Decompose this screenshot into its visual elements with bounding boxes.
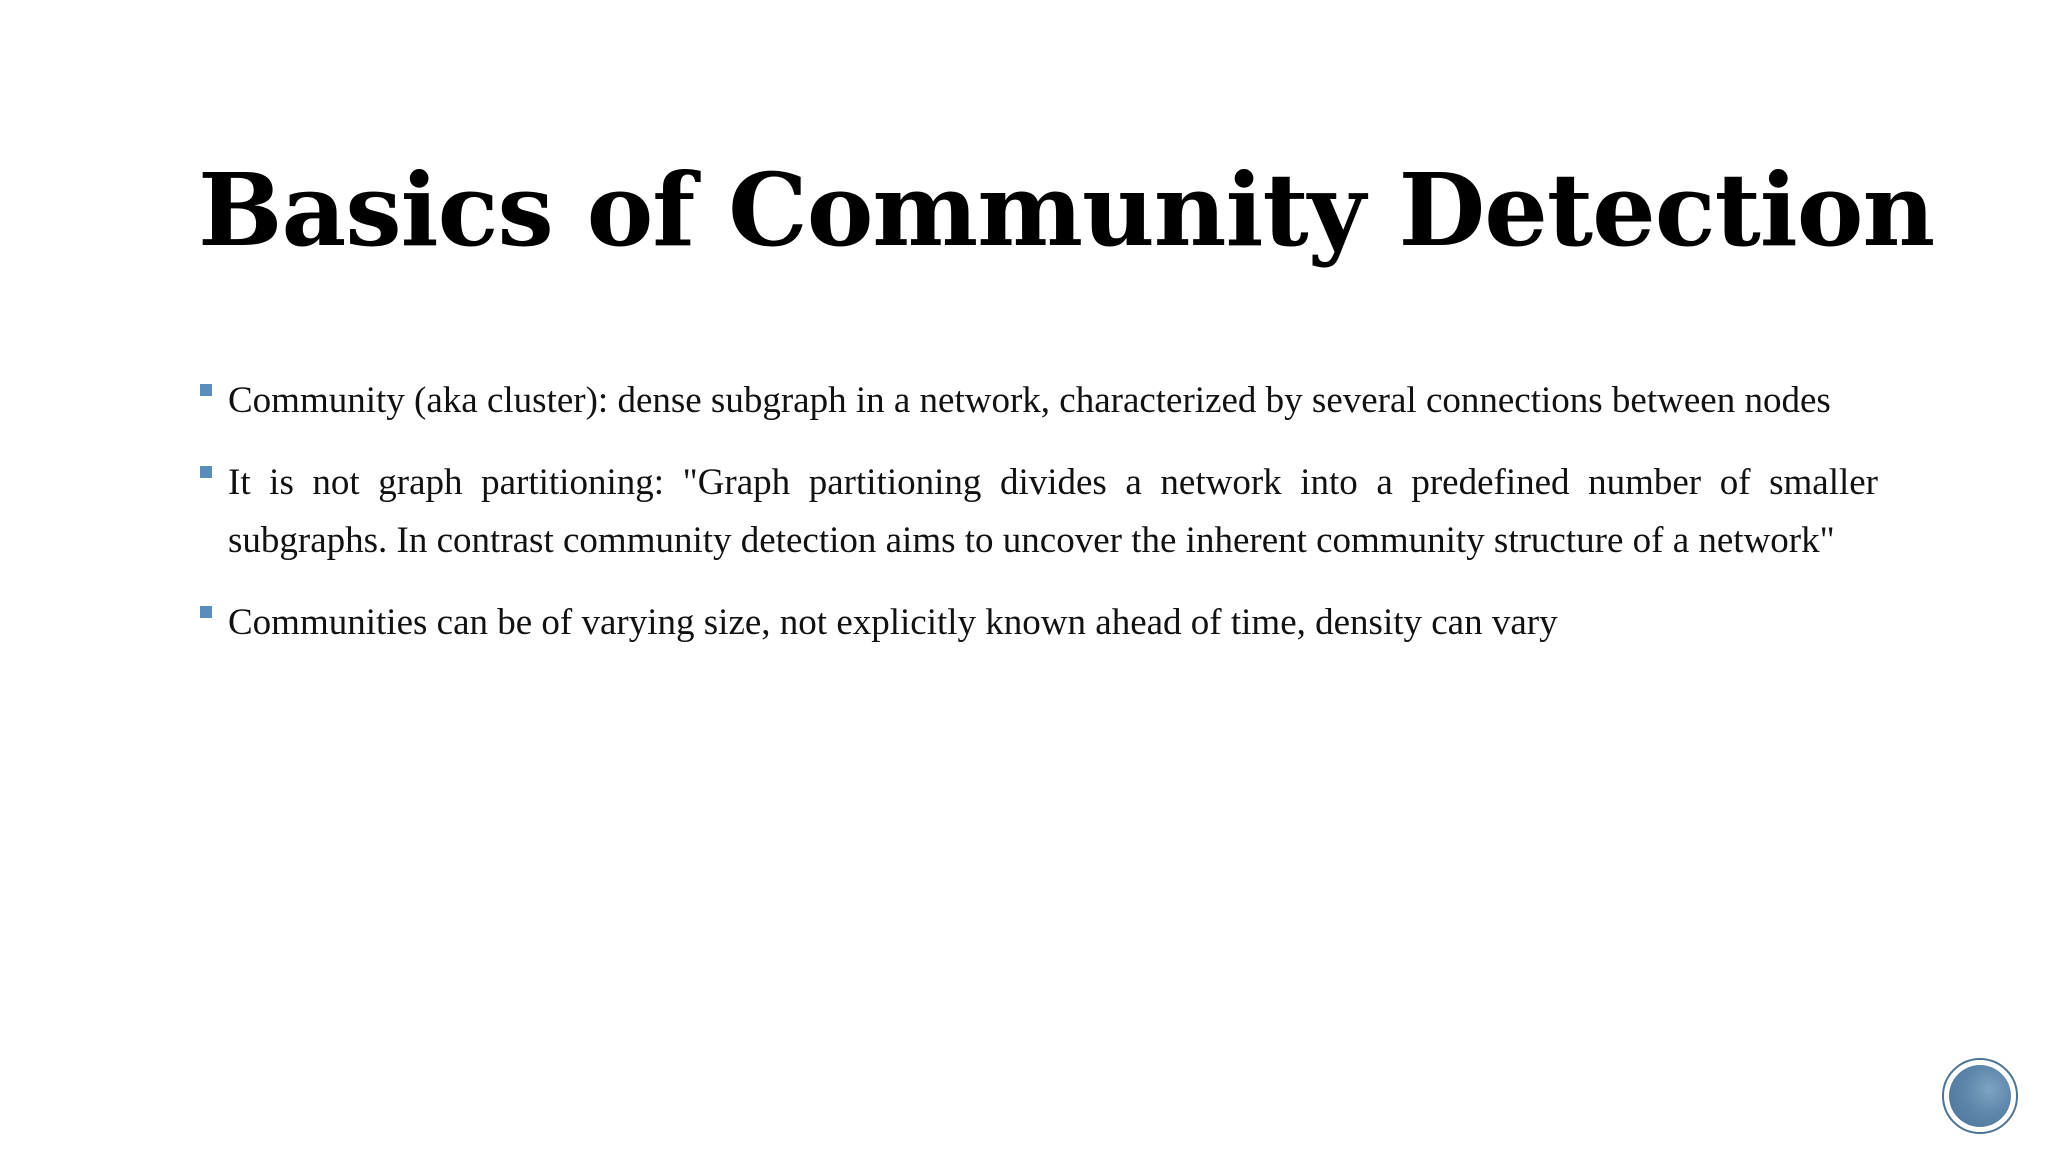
- bullet-text: Community (aka cluster): dense subgraph in a network, characterized by several connections between nodes: [228, 380, 1831, 421]
- bullet-item: [198, 594, 1878, 652]
- slide-title: Basics of Community Detection: [198, 151, 1935, 269]
- circle-nav-icon[interactable]: [1942, 1058, 2018, 1134]
- bullet-item: [198, 372, 1878, 430]
- bullet-item: [198, 454, 1878, 570]
- square-bullet-icon: [200, 466, 212, 478]
- circle-nav-fill: [1949, 1065, 2011, 1127]
- square-bullet-icon: [200, 384, 212, 396]
- bullet-text: Communities can be of varying size, not explicitly known ahead of time, density can vary: [228, 602, 1558, 643]
- bullet-list: [198, 372, 1878, 676]
- bullet-text: It is not graph partitioning: "Graph partitioning divides a network into a predefined number of smaller subgraphs. In contrast community detection aims to uncover the inherent community structure of a network": [228, 462, 1878, 561]
- square-bullet-icon: [200, 606, 212, 618]
